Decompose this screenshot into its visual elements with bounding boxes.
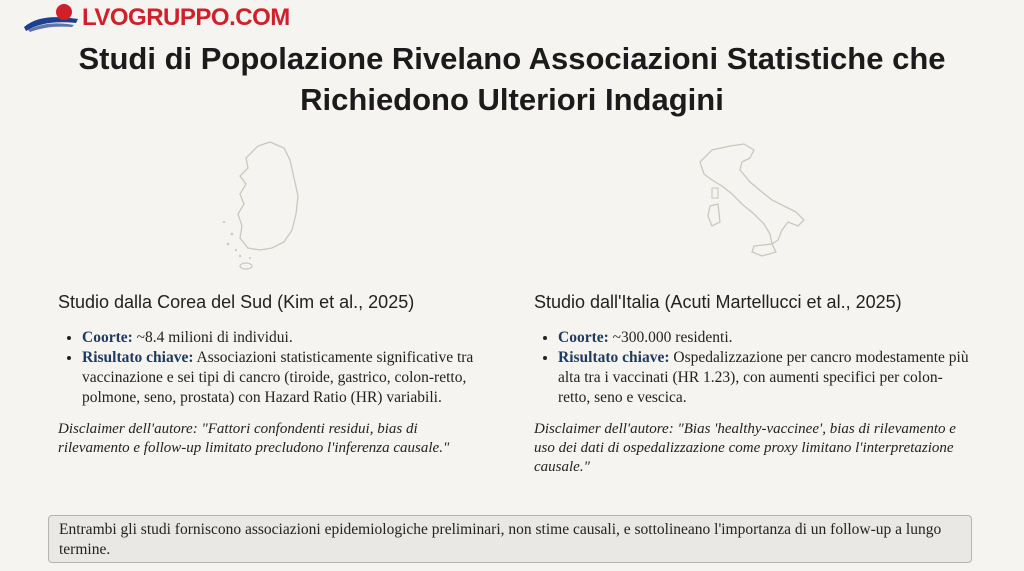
bullet-label: Risultato chiave: xyxy=(558,349,670,366)
italy-map-icon xyxy=(692,140,807,262)
author-disclaimer: Disclaimer dell'autore: "Fattori confondenti residui, bias di rilevamento e follow-up limitato precludono l'inferenza causale." xyxy=(58,421,450,456)
study-italy xyxy=(534,290,974,477)
list-item xyxy=(558,348,974,408)
list-item xyxy=(82,328,478,348)
bullet-text: ~8.4 milioni di individui. xyxy=(132,329,293,346)
study-heading: Studio dall'Italia (Acuti Martellucci et al., 2025) xyxy=(534,292,902,312)
page-title: Studi di Popolazione Rivelano Associazioni Statistiche che Richiedono Ulteriori Indagini xyxy=(78,41,946,117)
bullet-label: Coorte: xyxy=(558,329,609,346)
study-bullets xyxy=(58,328,478,408)
list-item xyxy=(82,348,478,408)
bullet-label: Coorte: xyxy=(82,329,133,346)
bullet-text: ~300.000 residenti. xyxy=(608,329,733,346)
summary-box: Entrambi gli studi forniscono associazioni epidemiologiche preliminari, non stime causali, e sottolineano l'importanza di un follow-up a lungo termine. xyxy=(48,515,972,563)
bullet-label: Risultato chiave: xyxy=(82,349,194,366)
site-logo[interactable] xyxy=(22,2,290,34)
study-heading: Studio dalla Corea del Sud (Kim et al., 2025) xyxy=(58,292,415,312)
bullet-text: Associazioni statisticamente significative tra vaccinazione e sei tipi di cancro (tiroide, gastrico, colon-retto, polmone, seno, prostata) con Hazard Ratio (HR) variabili. xyxy=(82,349,474,406)
logo-text: LVOGRUPPO.COM xyxy=(82,4,290,31)
south-korea-map-icon xyxy=(210,138,310,270)
study-bullets xyxy=(534,328,974,408)
author-disclaimer: Disclaimer dell'autore: "Bias 'healthy-vaccinee', bias di rilevamento e uso dei dati di ospedalizzazione come proxy limitano l'interpretazione causale." xyxy=(534,421,956,475)
logo-swoosh-icon xyxy=(22,3,80,33)
list-item xyxy=(558,328,974,348)
study-korea xyxy=(58,290,478,458)
bullet-text: Ospedalizzazione per cancro modestamente più alta tra i vaccinati (HR 1.23), con aumenti specifici per colon-retto, seno e vescica. xyxy=(558,349,969,406)
